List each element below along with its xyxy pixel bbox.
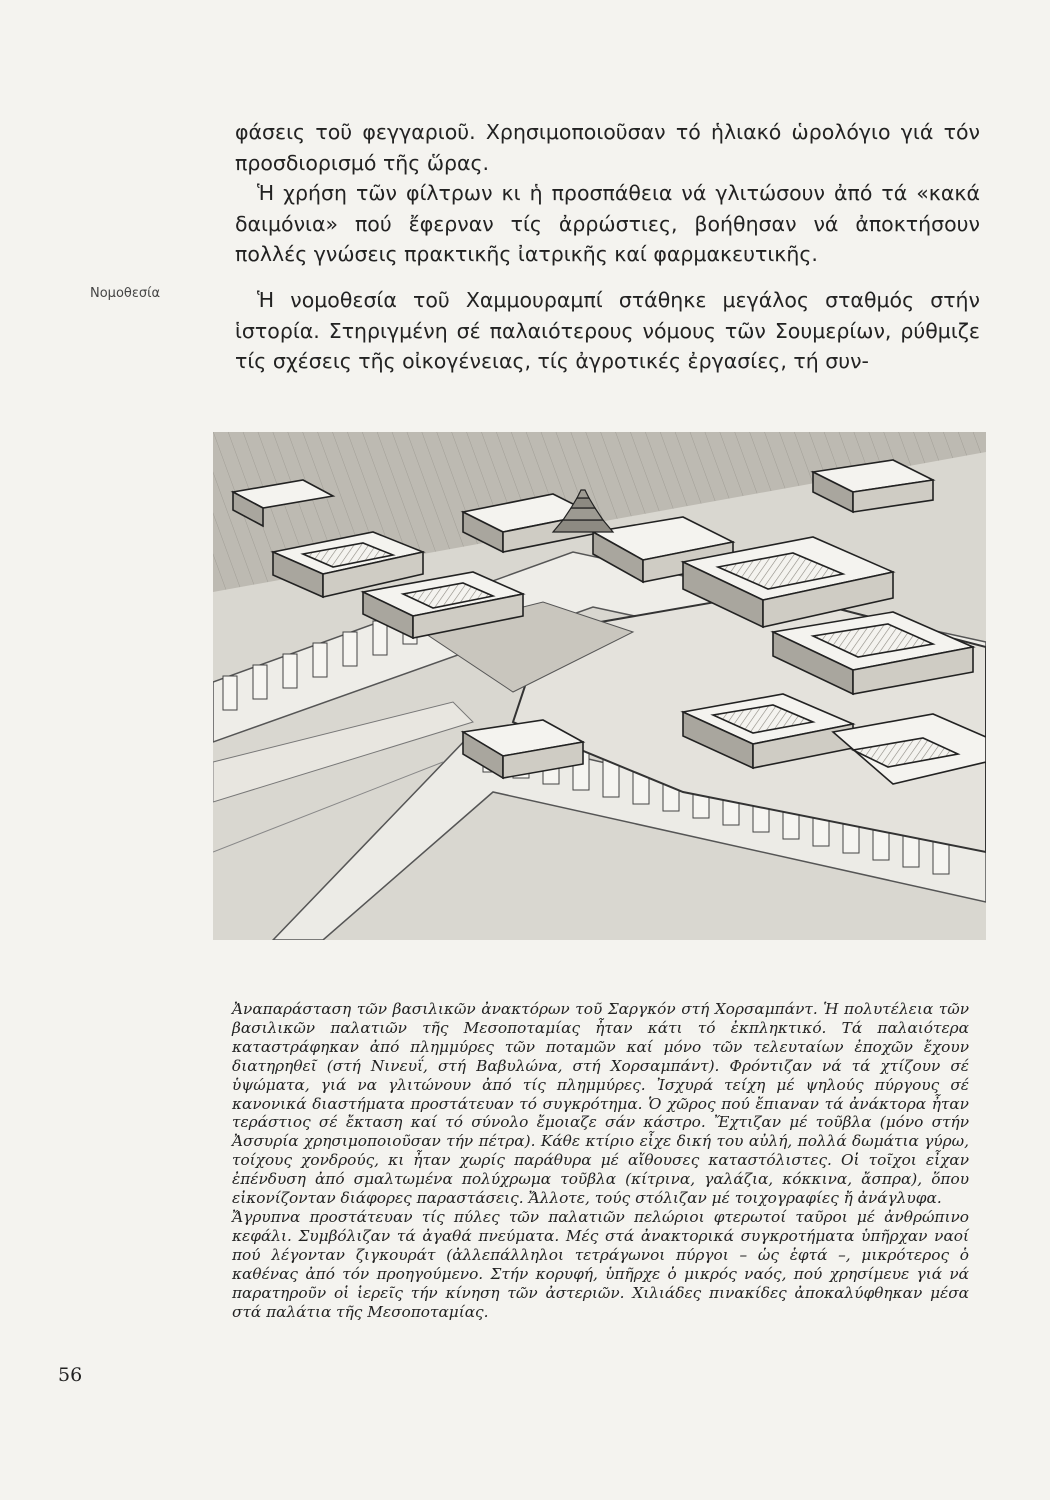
palace-reconstruction-illustration bbox=[213, 432, 986, 940]
palace-drawing bbox=[213, 432, 986, 940]
paragraph-sundial: φάσεις τοῦ φεγγαριοῦ. Χρησιμοποιοῦσαν τό ἡλιακό ὡρολόγιο γιά τόν προσδιορισμό τῆς ὥρας. bbox=[235, 120, 980, 175]
body-text-top bbox=[235, 117, 980, 270]
figure-caption bbox=[232, 1000, 969, 1321]
margin-note-legislation: Νομοθεσία bbox=[90, 286, 161, 301]
caption-paragraph-2: Ἄγρυπνα προστάτευαν τίς πύλες τῶν παλατιῶν πελώριοι φτερωτοί ταῦροι μέ ἀνθρώπινο κεφάλι. Συμβόλιζαν τά ἀγαθά πνεύματα. Μές στά ἀνακτορικά συγκροτήματα ὑπῆρχαν ναοί πού λέγονταν ζιγκουράτ (ἀλλεπάλληλοι τετράγωνοι πύργοι – ὡς ἑφτά –, μικρότερος ὁ καθένας ἀπό τόν προηγούμενο. Στήν κορυφή, ὑπῆρχε ὁ μικρός ναός, πού χρησίμευε γιά νά παρατηροῦν οἱ ἱερεῖς τήν κίνηση τῶν ἀστεριῶν. Χιλιάδες πινακίδες ἀποκαλύφθηκαν μέσα στά παλάτια τῆς Μεσοποταμίας. bbox=[232, 1207, 969, 1321]
paragraph-medicine: Ἡ χρήση τῶν φίλτρων κι ἡ προσπάθεια νά γλιτώσουν ἀπό τά «κακά δαιμόνια» πού ἔφερναν τίς ἀρρώστιες, βοήθησαν νά ἀποκτήσουν πολλές γνώσεις πρακτικῆς ἰατρικῆς καί φαρμακευτικῆς. bbox=[235, 181, 980, 266]
body-text-legislation bbox=[235, 285, 980, 377]
paragraph-hammurabi: Ἡ νομοθεσία τοῦ Χαμμουραμπί στάθηκε μεγάλος σταθμός στήν ἱστορία. Στηριγμένη σέ παλαιότερους νόμους τῶν Σουμερίων, ρύθμιζε τίς σχέσεις τῆς οἰκογένειας, τίς ἀγροτικές ἐργασίες, τή συν- bbox=[235, 288, 980, 373]
caption-paragraph-1: Ἀναπαράσταση τῶν βασιλικῶν ἀνακτόρων τοῦ Σαργκόν στή Χορσαμπάντ. Ἡ πολυτέλεια τῶν βασιλικῶν παλατιῶν τῆς Μεσοποταμίας ἦταν κάτι τό ἐκπληκτικό. Τά παλαιότερα καταστράφηκαν ἀπό πλημμύρες τῶν ποταμῶν καί μόνο τῶν τελευταίων ἐποχῶν ἔχουν διατηρηθεῖ (στή Νινευΐ, στή Βαβυλώνα, στή Χορσαμπάντ). Φρόντιζαν νά τά χτίζουν σέ ὑψώματα, γιά να γλιτώνουν ἀπό τίς πλημμύρες. Ἰσχυρά τείχη μέ ψηλούς πύργους σέ κανονικά διαστήματα προστάτευαν τό συγκρότημα. Ὁ χῶρος πού ἔπιαναν τά ἀνάκτορα ἦταν τεράστιος σέ ἔκταση καί τό σύνολο ἔμοιαζε σάν κάστρο. Ἔχτιζαν μέ τοῦβλα (μόνο στήν Ἀσσυρία χρησιμοποιοῦσαν τήν πέτρα). Κάθε κτίριο εἶχε δική του αὐλή, πολλά δωμάτια γύρω, τοίχους χονδρούς, κι ἦταν χωρίς παράθυρα μέ αἴθουσες καταστόλιστες. Οἱ τοῖχοι εἶχαν ἐπένδυση ἀπό σμαλτωμένα πολύχρωμα τοῦβλα (κίτρινα, γαλάζια, κόκκινα, ἄσπρα), ὅπου εἰκονίζονταν διάφορες παραστάσεις. Ἄλλοτε, τούς στόλιζαν μέ τοιχογραφίες ἤ ἀνάγλυφα. bbox=[232, 1000, 969, 1208]
page-number: 56 bbox=[58, 1364, 83, 1386]
